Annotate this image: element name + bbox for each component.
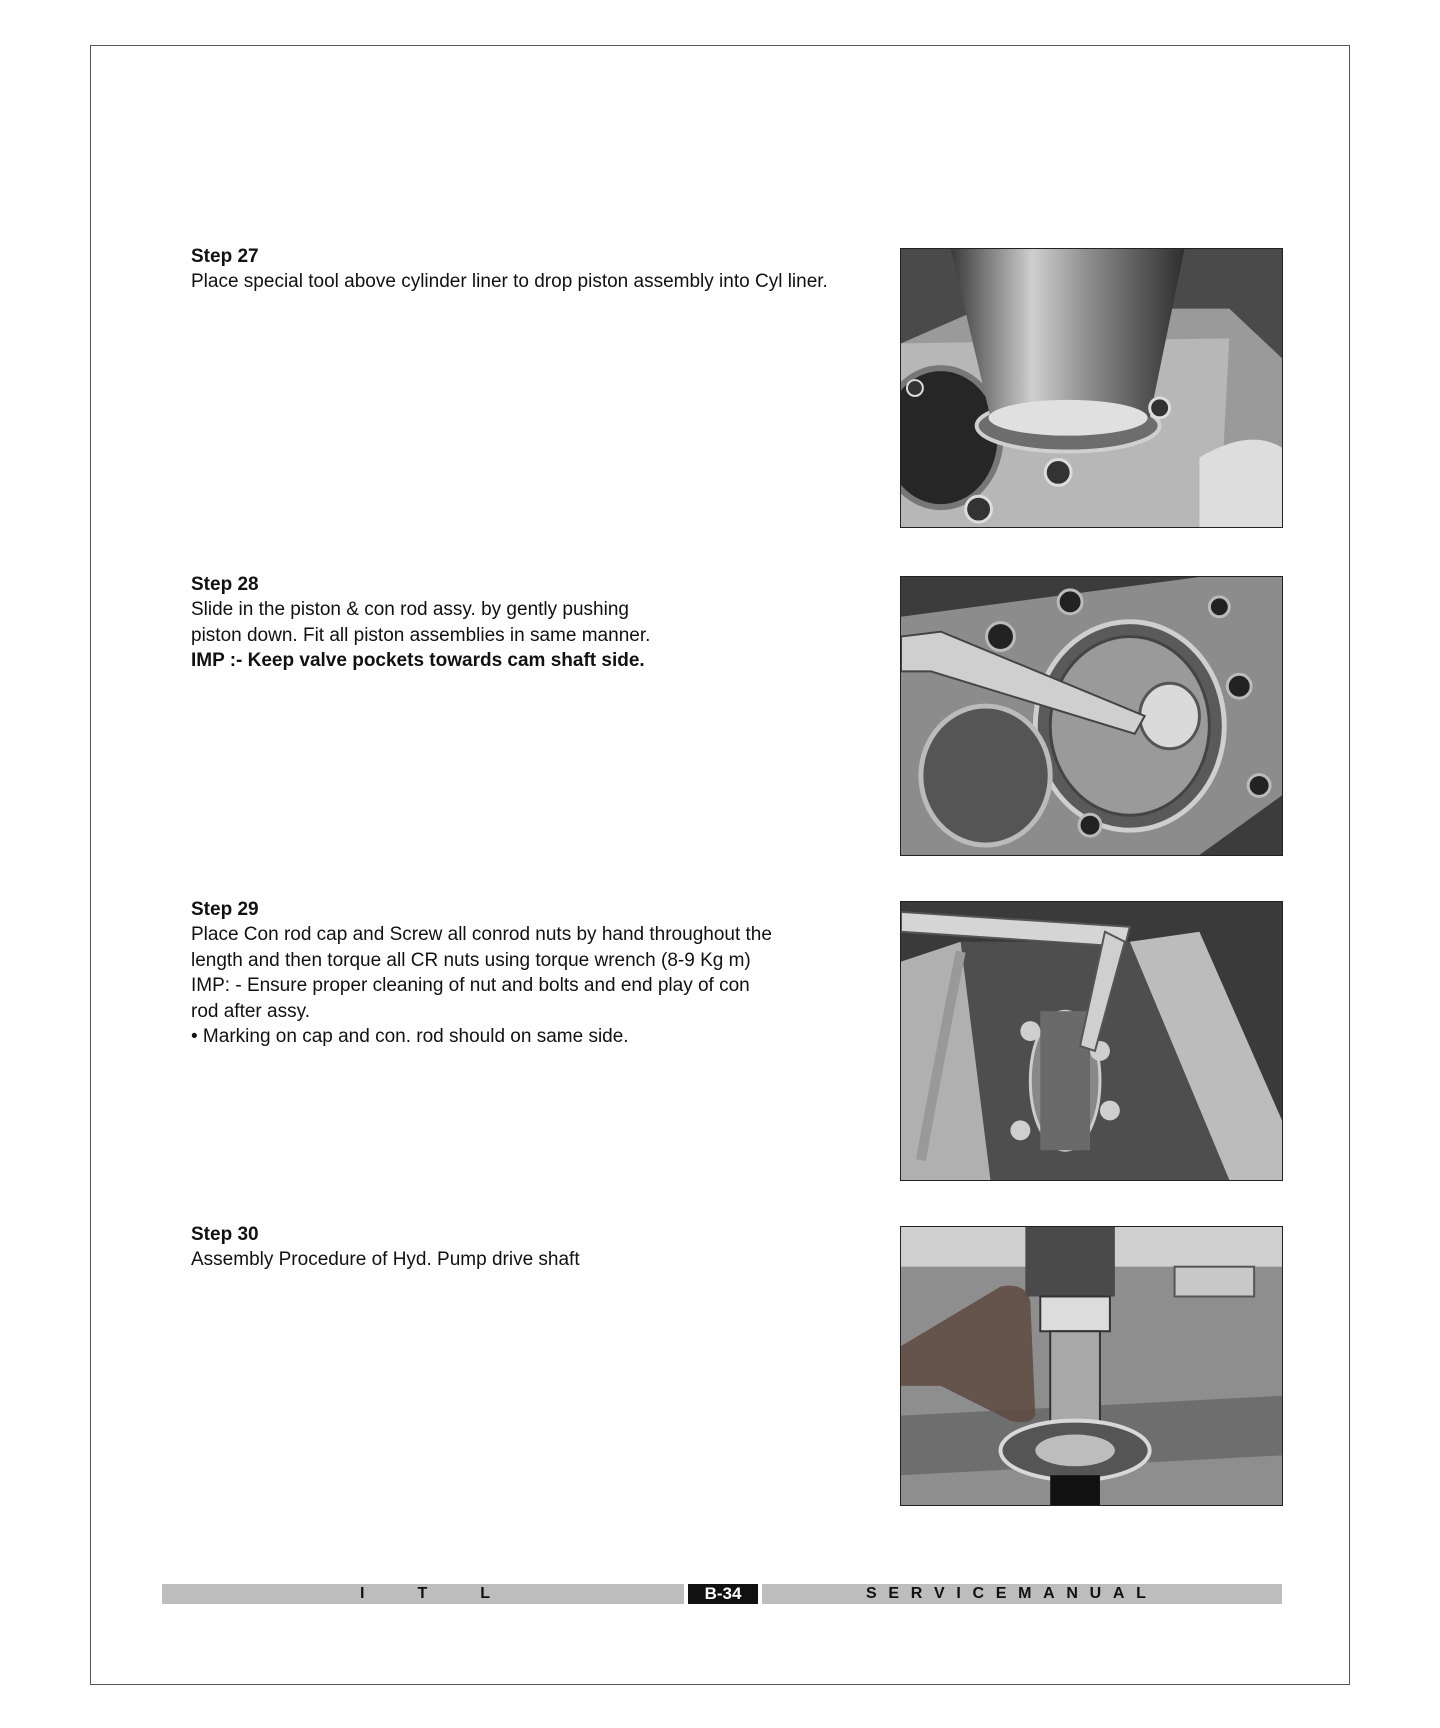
page-number: B-34 [688, 1584, 758, 1604]
step-30-block [191, 1222, 871, 1273]
footer-manual-letter: C [972, 1585, 985, 1602]
step-28-block [191, 572, 871, 674]
footer-manual-letter: A [1112, 1585, 1125, 1602]
step-text-line: length and then torque all CR nuts using torque wrench (8-9 Kg m) [191, 949, 751, 971]
step-title: Step 29 [191, 899, 259, 920]
step-text-line: IMP: - Ensure proper cleaning of nut and bolts and end play of con [191, 975, 750, 996]
step-text-line: Place special tool above cylinder liner to drop piston assembly into Cyl liner. [191, 271, 828, 292]
step-title: Step 27 [191, 246, 259, 267]
step-28-photo [900, 576, 1283, 856]
step-text-line: Place Con rod cap and Screw all conrod nuts by hand throughout the [191, 924, 772, 945]
step-text-line: Assembly Procedure of Hyd. Pump drive shaft [191, 1249, 580, 1270]
footer-manual-letter: V [933, 1585, 945, 1602]
footer-manual-letter: N [1066, 1585, 1078, 1602]
footer-brand-letter: L [480, 1585, 490, 1602]
footer-manual-letter: S [866, 1585, 877, 1602]
step-27-block [191, 244, 871, 295]
step-text-line: piston down. Fit all piston assemblies in same manner. [191, 624, 651, 646]
step-text-line: Slide in the piston & con rod assy. by gently pushing [191, 599, 629, 620]
footer-brand [360, 1584, 490, 1604]
footer-manual-letter: I [956, 1585, 961, 1602]
footer-brand-letter: I [360, 1585, 365, 1602]
footer-manual-title [866, 1584, 1146, 1604]
footer-brand-letter: T [417, 1585, 428, 1602]
footer-manual-letter: R [910, 1585, 923, 1602]
step-29-photo [900, 901, 1283, 1181]
step-title: Step 30 [191, 1224, 259, 1245]
step-text-line: rod after assy. [191, 1000, 310, 1022]
footer-manual-letter: E [888, 1585, 900, 1602]
step-title: Step 28 [191, 574, 259, 595]
footer-manual-letter: L [1136, 1585, 1146, 1602]
step-text-line: • Marking on cap and con. rod should on same side. [191, 1026, 629, 1047]
footer-manual-letter: A [1043, 1585, 1055, 1602]
footer-manual-letter: M [1018, 1585, 1032, 1602]
step-30-photo [900, 1226, 1283, 1506]
step-27-photo [900, 248, 1283, 528]
footer-manual-letter: E [995, 1585, 1007, 1602]
step-important-note: IMP :- Keep valve pockets towards cam shaft side. [191, 650, 645, 671]
footer-manual-letter: U [1089, 1585, 1102, 1602]
step-29-block [191, 897, 871, 1050]
